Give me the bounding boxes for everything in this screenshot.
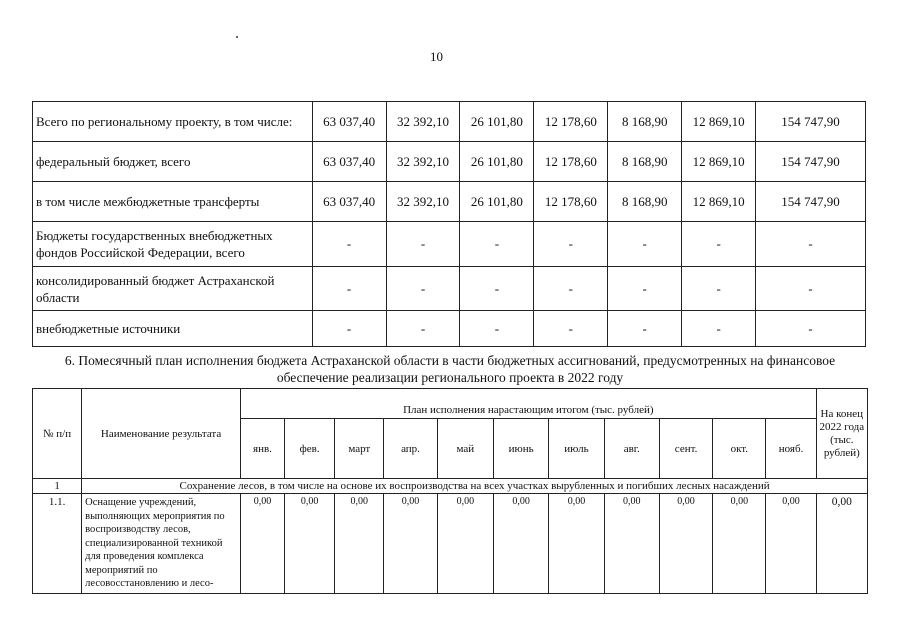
month-header: июль [549, 419, 604, 479]
funding-value: 26 101,80 [460, 142, 534, 182]
funding-value: - [756, 267, 866, 311]
month-header: фев. [285, 419, 335, 479]
result-number: 1.1. [33, 494, 82, 594]
funding-value: - [608, 222, 682, 267]
funding-value: 154 747,90 [756, 182, 866, 222]
funding-value: 26 101,80 [460, 182, 534, 222]
funding-row [33, 102, 866, 142]
month-header: сент. [659, 419, 712, 479]
month-value: 0,00 [549, 494, 604, 594]
funding-row-label: федеральный бюджет, всего [33, 142, 313, 182]
header-plan: План исполнения нарастающим итогом (тыс. рублей) [240, 389, 816, 419]
month-value: 0,00 [285, 494, 335, 594]
funding-value: 32 392,10 [386, 102, 460, 142]
month-value: 0,00 [604, 494, 659, 594]
funding-value: 63 037,40 [312, 142, 386, 182]
funding-table [32, 101, 866, 347]
funding-value: - [460, 311, 534, 347]
month-header: март [335, 419, 384, 479]
funding-row [33, 267, 866, 311]
funding-value: 12 869,10 [682, 142, 756, 182]
header-result-name: Наименование результата [82, 389, 241, 479]
funding-row [33, 182, 866, 222]
month-value: 0,00 [766, 494, 816, 594]
funding-value: 12 869,10 [682, 182, 756, 222]
funding-value: - [534, 267, 608, 311]
month-value: 0,00 [437, 494, 493, 594]
funding-value: - [608, 267, 682, 311]
funding-value: - [312, 222, 386, 267]
funding-row-label: в том числе межбюджетные трансферты [33, 182, 313, 222]
funding-row-label: консолидированный бюджет Астраханской области [33, 267, 313, 311]
section-6-heading: 6. Помесячный план исполнения бюджета Астраханской области в части бюджетных ассигнований, предусмотренных на финансовое обеспечение реализации регионального проекта в 2022 году [64, 353, 836, 385]
funding-value: 8 168,90 [608, 182, 682, 222]
month-header: авг. [604, 419, 659, 479]
funding-value: - [386, 311, 460, 347]
funding-value: - [312, 311, 386, 347]
month-header: апр. [384, 419, 437, 479]
funding-value: 12 178,60 [534, 182, 608, 222]
funding-value: 12 869,10 [682, 102, 756, 142]
header-end-of-year: На конец 2022 года (тыс. рублей) [816, 389, 867, 479]
funding-row-label: Бюджеты государственных внебюджетных фондов Российской Федерации, всего [33, 222, 313, 267]
month-header: май [437, 419, 493, 479]
funding-value: 154 747,90 [756, 102, 866, 142]
funding-row [33, 142, 866, 182]
month-value: 0,00 [493, 494, 548, 594]
section-title: Сохранение лесов, в том числе на основе их воспроизводства на всех участках вырубленных и погибших лесных насаждений [82, 479, 868, 494]
funding-value: - [682, 222, 756, 267]
month-header: янв. [240, 419, 284, 479]
funding-value: 63 037,40 [312, 102, 386, 142]
funding-value: - [756, 222, 866, 267]
month-header: июнь [493, 419, 548, 479]
page-number: 10 [430, 49, 443, 64]
funding-row-label: Всего по региональному проекту, в том числе: [33, 102, 313, 142]
funding-row [33, 311, 866, 347]
month-value: 0,00 [240, 494, 284, 594]
funding-value: 32 392,10 [386, 142, 460, 182]
month-header: окт. [713, 419, 766, 479]
result-name: Оснащение учреждений, выполняющих мероприятия по воспроизводству лесов, специализированной техникой для проведения комплекса мероприятий по лесовосстановлению и лесо- [82, 494, 241, 594]
funding-value: 12 178,60 [534, 142, 608, 182]
funding-value: - [608, 311, 682, 347]
funding-value: - [386, 267, 460, 311]
funding-value: - [386, 222, 460, 267]
funding-value: - [312, 267, 386, 311]
funding-value: - [756, 311, 866, 347]
month-value: 0,00 [659, 494, 712, 594]
funding-value: - [682, 311, 756, 347]
funding-value: - [460, 267, 534, 311]
end-of-year-value: 0,00 [816, 494, 867, 594]
funding-value: - [460, 222, 534, 267]
funding-row [33, 222, 866, 267]
funding-value: - [534, 311, 608, 347]
section-number: 1 [33, 479, 82, 494]
header-number: № п/п [33, 389, 82, 479]
funding-value: 154 747,90 [756, 142, 866, 182]
funding-row-label: внебюджетные источники [33, 311, 313, 347]
funding-value: - [534, 222, 608, 267]
month-value: 0,00 [713, 494, 766, 594]
funding-value: 8 168,90 [608, 102, 682, 142]
funding-value: 8 168,90 [608, 142, 682, 182]
monthly-plan-table [32, 388, 868, 594]
funding-value: 26 101,80 [460, 102, 534, 142]
scan-speck [236, 36, 238, 38]
month-header: нояб. [766, 419, 816, 479]
funding-value: 63 037,40 [312, 182, 386, 222]
month-value: 0,00 [335, 494, 384, 594]
month-value: 0,00 [384, 494, 437, 594]
funding-value: 32 392,10 [386, 182, 460, 222]
funding-value: 12 178,60 [534, 102, 608, 142]
funding-value: - [682, 267, 756, 311]
